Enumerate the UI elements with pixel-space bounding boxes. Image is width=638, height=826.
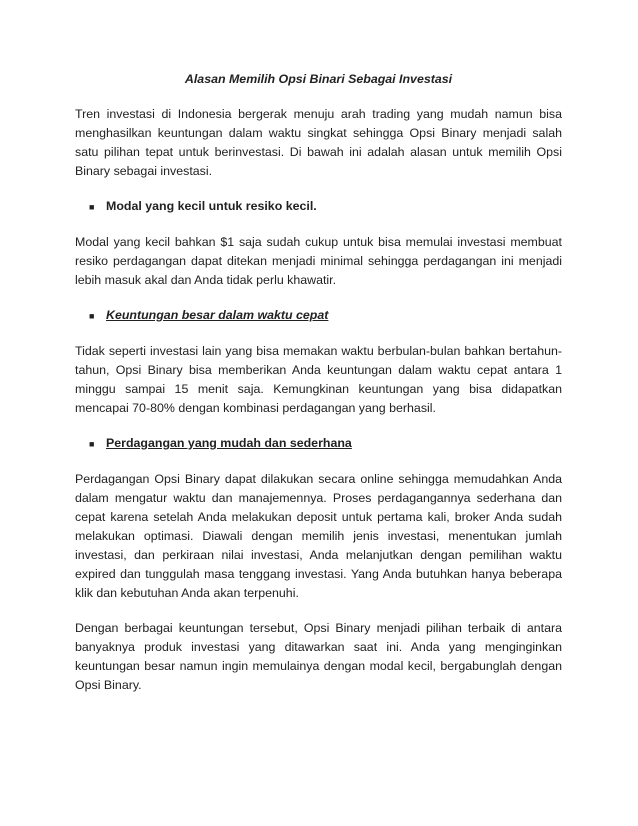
closing-paragraph: Dengan berbagai keuntungan tersebut, Opsi Binary menjadi pilihan terbaik di antara banyaknya produk investasi yang ditawarkan saat ini. Anda yang menginginkan keuntungan besar namun ingin memulainya dengan modal kecil, bergabunglah dengan Opsi Binary. <box>75 621 562 692</box>
section-heading: Modal yang kecil untuk resiko kecil. <box>106 199 317 213</box>
square-bullet-icon: ■ <box>89 202 95 212</box>
section-paragraph: Modal yang kecil bahkan $1 saja sudah cukup untuk bisa memulai investasi membuat resiko perdagangan dapat ditekan menjadi minimal sehingga perdagangan ini menjadi lebih masuk akal dan Anda tidak perlu khawatir. <box>75 235 562 287</box>
intro-paragraph: Tren investasi di Indonesia bergerak menuju arah trading yang mudah namun bisa menghasilkan keuntungan dalam waktu singkat sehingga Opsi Binary menjadi salah satu pilihan tepat untuk berinvestasi. Di bawah ini adalah alasan untuk memilih Opsi Binary sebagai investasi. <box>75 107 562 178</box>
section-paragraph: Perdagangan Opsi Binary dapat dilakukan secara online sehingga memudahkan Anda dalam mengatur waktu dan manajemennya. Proses perdagangannya sederhana dan cepat karena setelah Anda melakukan deposit untuk pertama kali, broker Anda sudah melakukan optimasi. Diawali dengan memilih jenis investasi, menentukan jumlah investasi, dan perkiraan nilai investasi, Anda melanjutkan dengan pemilihan waktu expired dan tunggulah masa tenggang investasi. Yang Anda butuhkan hanya beberapa klik dan kebutuhan Anda akan terpenuhi. <box>75 472 562 600</box>
section-paragraph: Tidak seperti investasi lain yang bisa memakan waktu berbulan-bulan bahkan bertahun-tahun, Opsi Binary bisa memberikan Anda keuntungan dalam waktu cepat antara 1 minggu sampai 15 menit saja. Kemungkinan keuntungan yang bisa didapatkan mencapai 70-80% dengan kombinasi perdagangan yang berhasil. <box>75 344 562 415</box>
square-bullet-icon: ■ <box>89 439 95 449</box>
bullet-item <box>75 306 562 326</box>
bullet-item <box>75 434 562 454</box>
document-page <box>75 70 562 711</box>
section-heading: Perdagangan yang mudah dan sederhana <box>106 436 352 450</box>
square-bullet-icon: ■ <box>89 311 95 321</box>
document-title: Alasan Memilih Opsi Binari Sebagai Investasi <box>184 72 453 86</box>
bullet-item <box>75 197 562 217</box>
section-heading: Keuntungan besar dalam waktu cepat <box>106 308 329 322</box>
